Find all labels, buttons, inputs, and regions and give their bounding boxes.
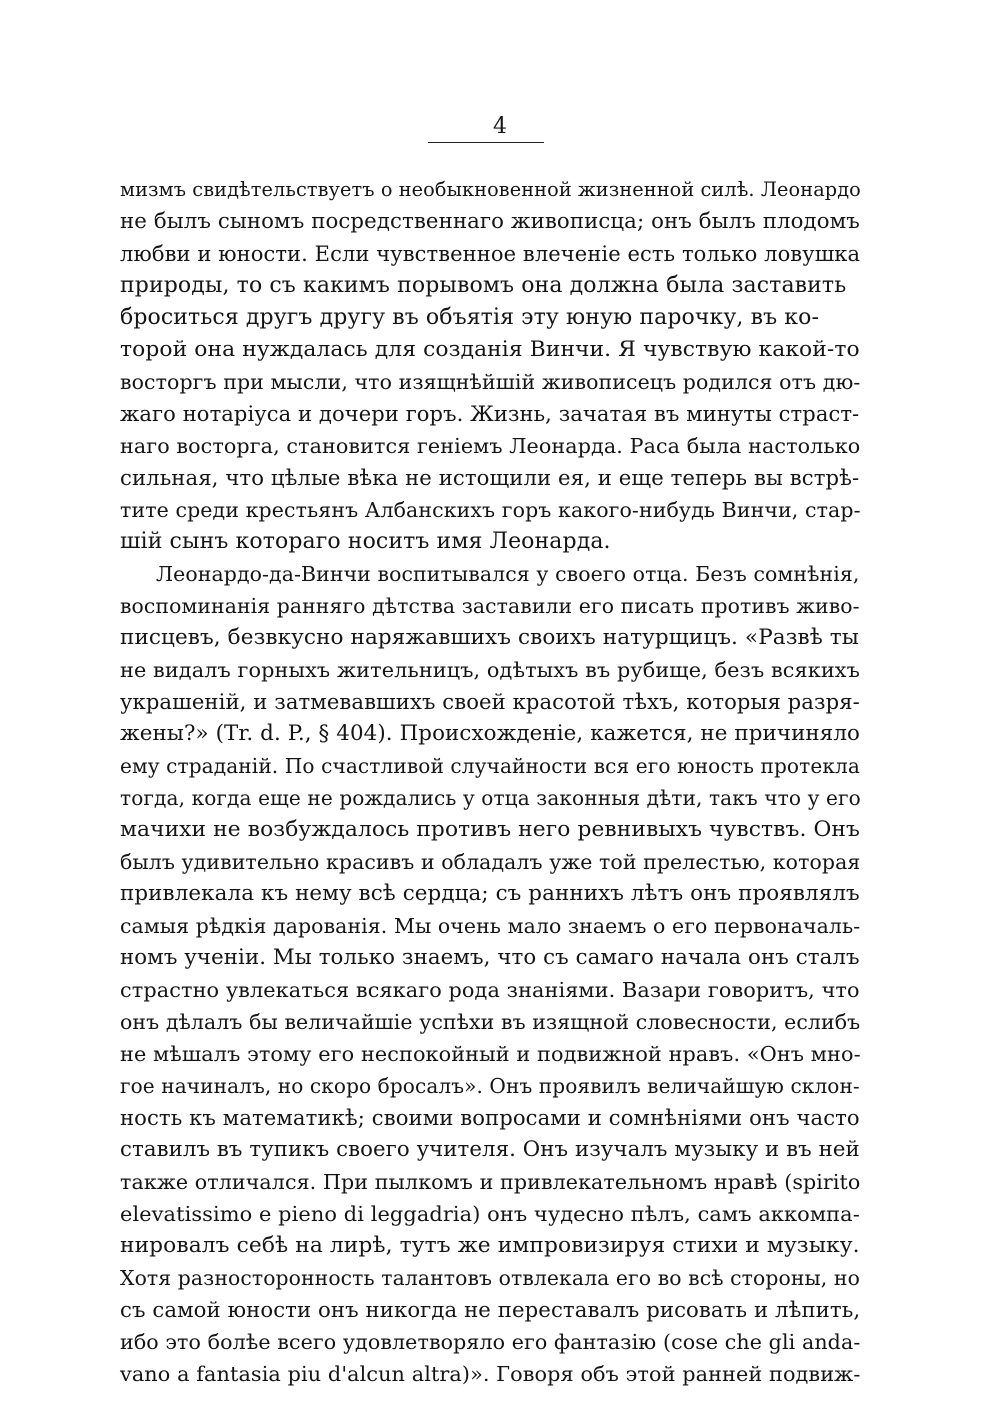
text-line: писцевъ, безвкусно наряжавшихъ своихъ натурщицъ. «Развѣ ты xyxy=(120,625,859,650)
text-line: ибо это болѣе всего удовлетворяло его фантазію (cose che gli anda- xyxy=(120,1330,861,1354)
text-line: съ самой юности онъ никогда не переставалъ рисовать и лѣпить, xyxy=(120,1297,861,1322)
text-line: шій сынъ котораго носитъ имя Леонарда. xyxy=(120,529,611,554)
text-line: онъ дѣлалъ бы величайшіе успѣхи въ изящной словесности, еслибъ xyxy=(120,1010,861,1034)
text-line: жены?» (Tr. d. P., § 404). Происхожденіе, кажется, не причиняло xyxy=(120,721,861,746)
text-line: elevatissimo e pieno di leggadria) онъ чудесно пѣлъ, самъ аккомпа- xyxy=(120,1202,860,1226)
text-line: сильная, что цѣлые вѣка не истощили ея, и еще теперь вы встрѣ- xyxy=(120,465,860,490)
text-line: былъ удивительно красивъ и обладалъ уже той прелестью, которая xyxy=(120,850,861,874)
text-line: нировалъ себѣ на лирѣ, тутъ же импровизируя стихи и музыку. xyxy=(120,1233,860,1258)
text-line: жаго нотаріуса и дочери горъ. Жизнь, зачатая въ минуты страст- xyxy=(120,401,860,426)
text-line: природы, то съ какимъ порывомъ она должна была заставить xyxy=(120,273,847,298)
text-line: также отличался. При пылкомъ и привлекательномъ нравѣ (spirito xyxy=(120,1170,861,1194)
text-line: гое начиналъ, но скоро бросалъ». Онъ проявилъ величайшую склон- xyxy=(120,1074,860,1098)
text-line: восторгъ при мысли, что изящнѣйшій живописецъ родился отъ дю- xyxy=(120,370,861,394)
text-line: Леонардо-да-Винчи воспитывался у своего отца. Безъ сомнѣнія, xyxy=(156,562,860,586)
text-line: страстно увлекаться всякаго рода знаніями. Вазари говоритъ, что xyxy=(120,978,860,1002)
text-line: воспоминанія ранняго дѣтства заставили его писать противъ живо- xyxy=(120,594,860,618)
text-line: Хотя разносторонность талантовъ отвлекала его во всѣ стороны, но xyxy=(120,1266,860,1290)
text-line: любви и юности. Если чувственное влеченіе есть только ловушка xyxy=(120,241,861,266)
text-line: мизмъ свидѣтельствуетъ о необыкновенной жизненной силѣ. Леонардо xyxy=(120,178,861,201)
text-line: не видалъ горныхъ жительницъ, одѣтыхъ въ рубище, безъ всякихъ xyxy=(120,658,860,682)
text-line: привлекала къ нему всѣ сердца; съ раннихъ лѣтъ онъ проявлялъ xyxy=(120,881,860,906)
text-line: тогда, когда еще не рождались у отца законныя дѣти, такъ что у его xyxy=(120,786,861,810)
text-line: тите среди крестьянъ Албанскихъ горъ какого-нибудь Винчи, стар- xyxy=(120,498,861,522)
text-line: самыя рѣдкія дарованія. Мы очень мало знаемъ о его первоначаль- xyxy=(120,914,861,938)
text-line: ему страданій. По счастливой случайности вся его юность протекла xyxy=(120,754,860,778)
text-line: торой она нуждалась для созданія Винчи. Я чувствую какой-то xyxy=(120,337,860,362)
text-line: ставилъ въ тупикъ своего учителя. Онъ изучалъ музыку и въ ней xyxy=(120,1137,860,1162)
page-number-rule xyxy=(428,142,544,143)
page-number: 4 xyxy=(493,114,507,139)
text-line: мачихи не возбуждалось противъ него ревнивыхъ чувствъ. Онъ xyxy=(120,817,860,842)
text-line: не мѣшалъ этому его неспокойный и подвижной нравъ. «Онъ мно- xyxy=(120,1042,861,1066)
body-text xyxy=(120,174,860,1390)
text-line: vano a fantasia piu d'alcun altra)». Говоря объ этой ранней подвиж- xyxy=(120,1362,861,1386)
text-line: броситься другъ другу въ объятія эту юную парочку, въ ко- xyxy=(120,305,820,330)
text-line: номъ ученіи. Мы только знаемъ, что съ самаго начала онъ сталъ xyxy=(120,945,860,970)
text-line: наго восторга, становится геніемъ Леонарда. Раса была настолько xyxy=(120,434,861,458)
text-line: не былъ сыномъ посредственнаго живописца; онъ былъ плодомъ xyxy=(120,209,860,234)
text-line: украшеній, и затмевавшихъ своей красотой тѣхъ, которыя разря- xyxy=(120,689,860,714)
text-line: ность къ математикѣ; своими вопросами и сомнѣніями онъ часто xyxy=(120,1105,860,1130)
